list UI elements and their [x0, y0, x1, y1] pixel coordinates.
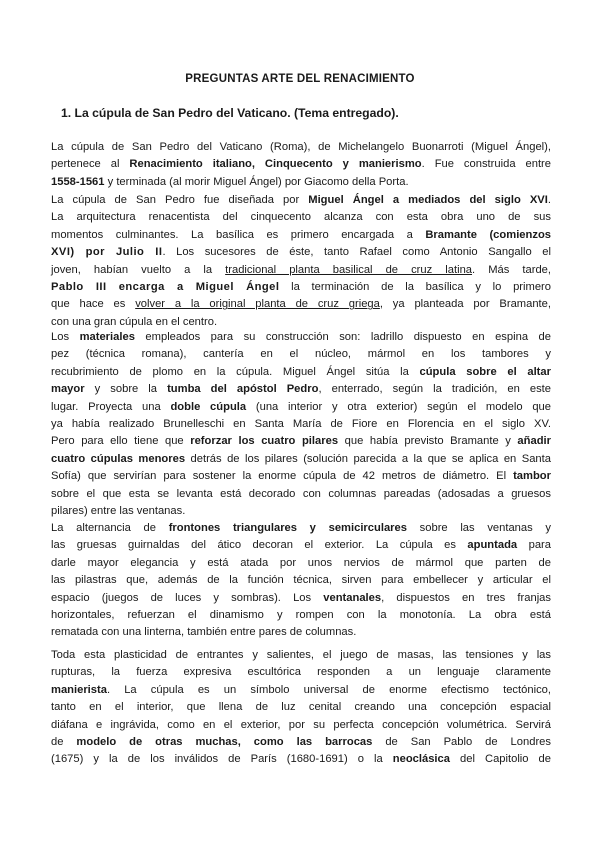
text-line: horizontales, refuerzan el dinamismo y rompen con la monotonía. La obra está: [51, 608, 551, 621]
text-line: pilares) entre las ventanas.: [51, 504, 186, 517]
text-line: espacio (juegos de luces y sombras). Los ventanales, dispuestos en tres franjas: [51, 591, 551, 604]
text-line: las gruesas guirnaldas del ático decoran el exterior. La cúpula es apuntada para: [51, 539, 551, 552]
text-line: La cúpula de San Pedro fue diseñada por Miguel Ángel a mediados del siglo XVI.: [51, 194, 551, 206]
text-line: sobre el que esta se levanta está decorado con columnas pareadas (adosadas a gruesos: [51, 487, 551, 500]
text-line: rupturas, la fuerza expresiva escultórica responden a un lenguaje claramente: [51, 666, 551, 679]
text-line: las pilastras que, además de la función técnica, sirven para embellecer y articular el: [51, 574, 551, 587]
section-heading: 1. La cúpula de San Pedro del Vaticano. (Tema entregado).: [61, 106, 399, 120]
text-line: darle mayor elegancia y está atada por unos nervios de mármol que parten de: [51, 556, 551, 569]
text-line: tanto en el interior, que llena de luz cenital creando una concepción espacial: [51, 701, 551, 714]
text-line: cuatro cúpulas menores detrás de los pilares (solución parecida a la que se aplica en Santa: [51, 452, 551, 465]
text-line: Sofía) que servirían para sostener la enorme cúpula de 42 metros de diámetro. El tambor: [51, 470, 551, 483]
text-line: 1558-1561 y terminada (al morir Miguel Ángel) por Giacomo della Porta.: [51, 175, 409, 188]
paragraph-2: [51, 192, 551, 331]
text-line: pez (técnica romana), cantería en el núcleo, mármol en los tambores y: [51, 348, 551, 361]
text-line: con una gran cúpula en el centro.: [51, 315, 218, 328]
text-line: rematada con una linterna, también entre pares de columnas.: [51, 626, 357, 639]
text-line: diáfana e ingrávida, como en el exterior, por su perfecta concepción volumétrica. Servirá: [51, 718, 551, 731]
text-line: Pablo III encarga a Miguel Ángel la terminación de la basílica y lo primero: [51, 280, 551, 293]
paragraph-3: [51, 329, 551, 520]
text-line: manierista. La cúpula es un símbolo universal de enorme efectismo tectónico,: [51, 683, 551, 696]
document-title: PREGUNTAS ARTE DEL RENACIMIENTO: [185, 73, 415, 85]
paragraph-4: [51, 520, 551, 642]
text-line: pertenece al Renacimiento italiano, Cinquecento y manierismo. Fue construida entre: [51, 158, 551, 171]
text-line: de modelo de otras muchas, como las barrocas de San Pablo de Londres: [51, 735, 551, 748]
text-line: Toda esta plasticidad de entrantes y salientes, el juego de masas, las tensiones y las: [51, 649, 551, 661]
text-line: lugar. Proyecta una doble cúpula (una interior y otra exterior) según el modelo que: [51, 400, 551, 413]
text-line: recubrimiento de plomo en la cúpula. Miguel Ángel sitúa la cúpula sobre el altar: [51, 365, 551, 378]
text-line: joven, habían vuelto a la tradicional planta basilical de cruz latina. Más tarde,: [51, 263, 551, 276]
paragraph-5: [51, 647, 551, 769]
text-line: mayor y sobre la tumba del apóstol Pedro, enterrado, según la tradición, en este: [51, 383, 551, 396]
text-line: Pero para ello tiene que reforzar los cuatro pilares que había previsto Bramante y añadir: [51, 435, 551, 448]
text-line: ya había realizado Brunelleschi en Santa María de Fiore en Florencia en el siglo XV.: [51, 417, 551, 430]
text-line: que hace es volver a la original planta de cruz griega, ya planteada por Bramante,: [51, 298, 551, 311]
text-line: (1675) y la de los inválidos de París (1680-1691) o la neoclásica del Capitolio de: [51, 753, 552, 766]
text-line: XVI) por Julio II. Los sucesores de éste, tanto Rafael como Antonio Sangallo el: [51, 246, 552, 259]
text-line: La cúpula de San Pedro del Vaticano (Roma), de Michelangelo Buonarroti (Miguel Ángel),: [51, 141, 551, 153]
text-line: Los materiales empleados para su construcción son: ladrillo dispuesto en espina de: [51, 331, 551, 343]
paragraph-1: [51, 139, 551, 191]
text-line: La alternancia de frontones triangulares y semicirculares sobre las ventanas y: [51, 522, 551, 534]
text-line: La arquitectura renacentista del cinquecento alcanza con esta obra uno de sus: [51, 211, 551, 224]
text-line: momentos culminantes. La basílica es primero encargada a Bramante (comienzos: [51, 228, 552, 241]
